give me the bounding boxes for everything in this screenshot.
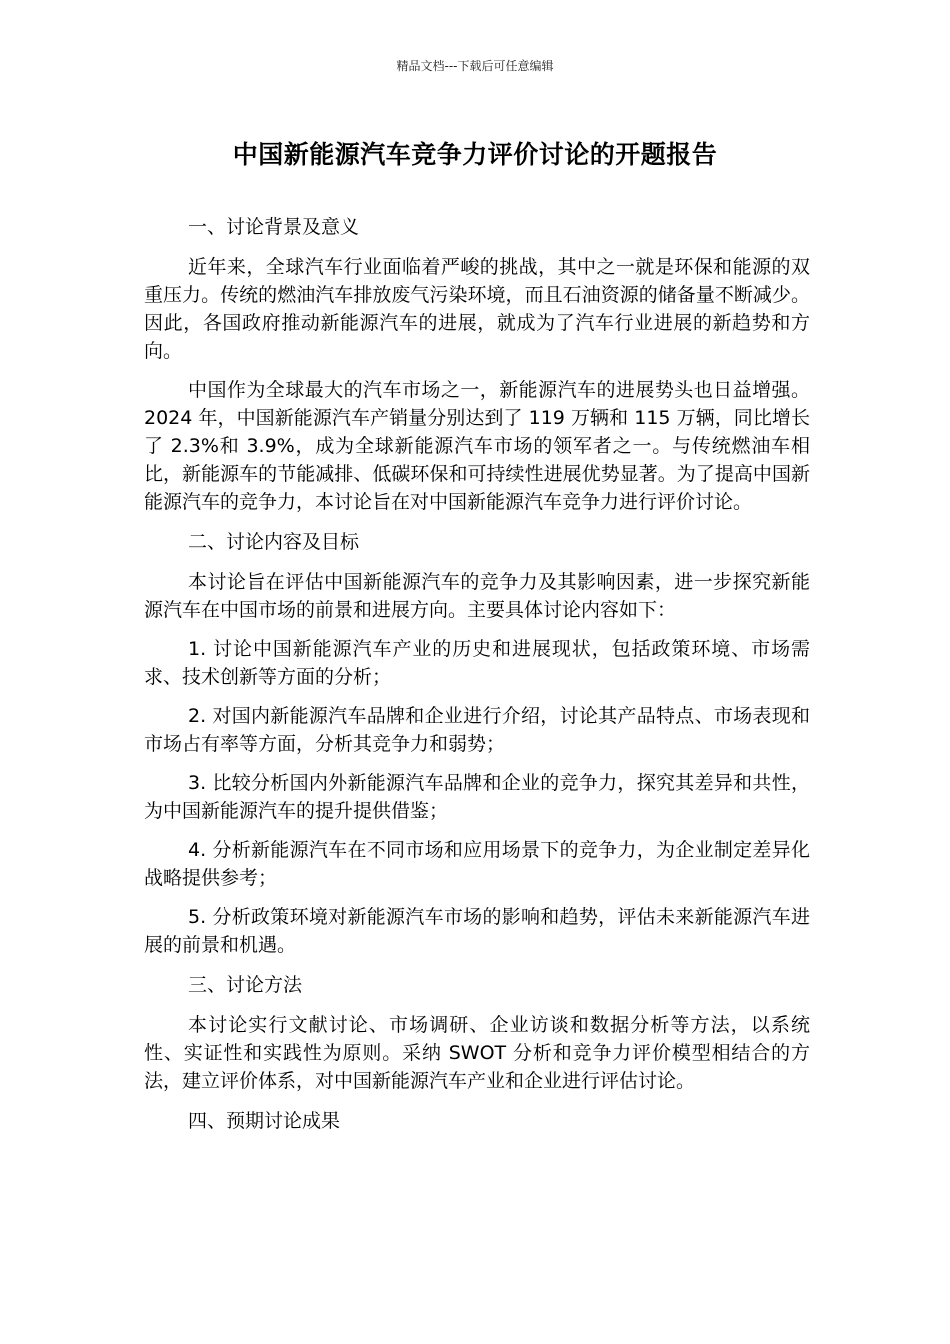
paragraph: 近年来，全球汽车行业面临着严峻的挑战，其中之一就是环保和能源的双重压力。传统的燃油汽车排放废气污染环境，而且石油资源的储备量不断减少。因此，各国政府推动新能源汽车的进展，就成为了汽车行业进展的新趋势和方向。 [144, 256, 810, 362]
list-item: 4. 分析新能源汽车在不同市场和应用场景下的竞争力，为企业制定差异化战略提供参考； [144, 839, 810, 889]
list-item: 5. 分析政策环境对新能源汽车市场的影响和趋势，评估未来新能源汽车进展的前景和机遇。 [144, 906, 810, 956]
header-note: 精品文档---下载后可任意编辑 [396, 59, 554, 73]
section-heading: 四、预期讨论成果 [188, 1110, 341, 1132]
paragraph: 本讨论实行文献讨论、市场调研、企业访谈和数据分析等方法，以系统性、实证性和实践性为原则。采纳 SWOT 分析和竞争力评价模型相结合的方法，建立评价体系，对中国新能源汽车产业和企业进行评估讨论。 [144, 1014, 810, 1092]
section-heading: 三、讨论方法 [188, 974, 303, 996]
section-heading: 二、讨论内容及目标 [188, 531, 360, 553]
paragraph: 本讨论旨在评估中国新能源汽车的竞争力及其影响因素，进一步探究新能源汽车在中国市场的前景和进展方向。主要具体讨论内容如下： [144, 571, 810, 621]
document-body [144, 212, 810, 1147]
section-background [144, 212, 810, 516]
document-title: 中国新能源汽车竞争力评价讨论的开题报告 [232, 140, 718, 169]
section-content-goals [144, 527, 810, 959]
paragraph: 中国作为全球最大的汽车市场之一，新能源汽车的进展势头也日益增强。2024 年，中国新能源汽车产销量分别达到了 119 万辆和 115 万辆，同比增长了 2.3%和 3.9%，成为全球新能源汽车市场的领军者之一。与传统燃油车相比，新能源车的节能减排、低碳环保和可持续性进展优势显著。为了提高中国新能源汽车的竞争力，本讨论旨在对中国新能源汽车竞争力进行评价讨论。 [144, 379, 810, 513]
section-heading: 一、讨论背景及意义 [188, 216, 360, 238]
section-expected-results [144, 1106, 810, 1136]
list-item: 3. 比较分析国内外新能源汽车品牌和企业的竞争力，探究其差异和共性，为中国新能源汽车的提升提供借鉴； [144, 772, 810, 822]
section-methods [144, 970, 810, 1095]
list-item: 1. 讨论中国新能源汽车产业的历史和进展现状，包括政策环境、市场需求、技术创新等方面的分析； [144, 638, 810, 688]
list-item: 2. 对国内新能源汽车品牌和企业进行介绍，讨论其产品特点、市场表现和市场占有率等方面，分析其竞争力和弱势； [144, 705, 810, 755]
